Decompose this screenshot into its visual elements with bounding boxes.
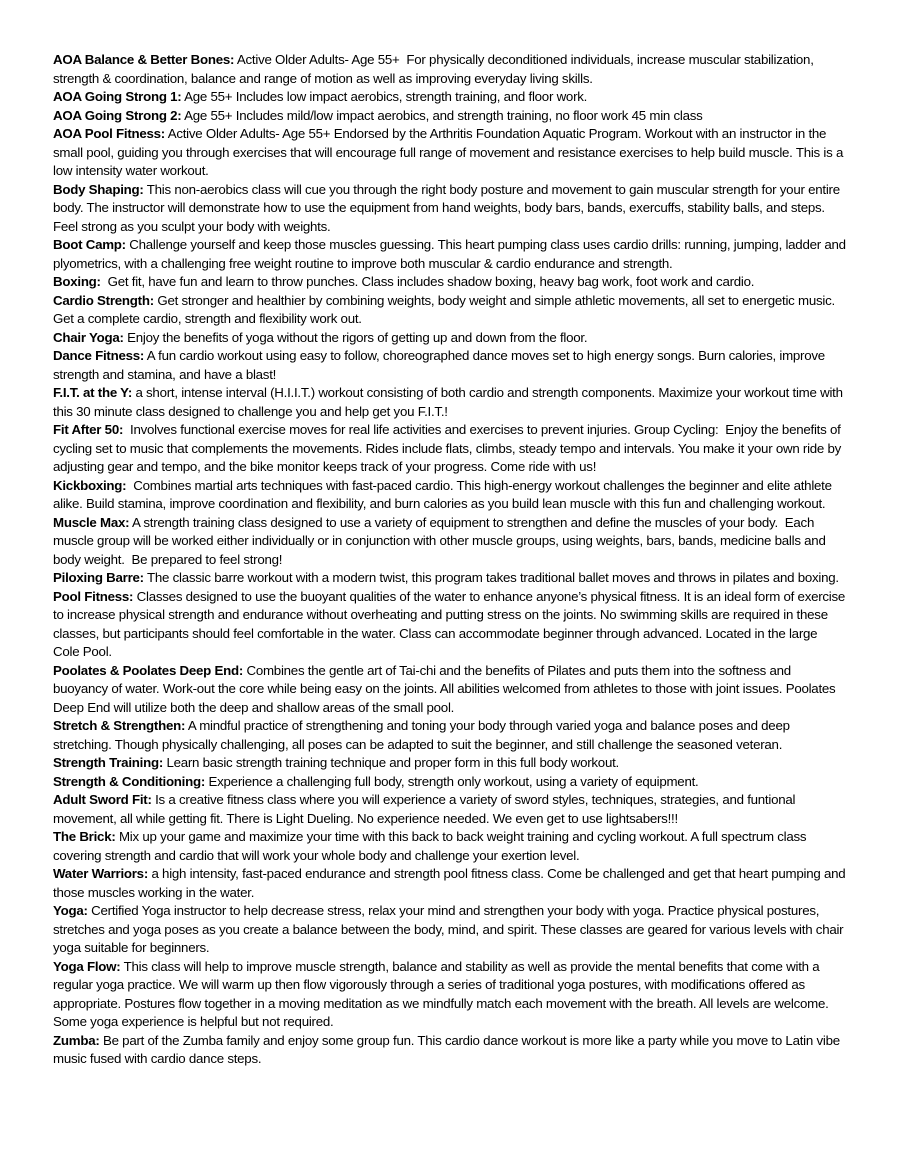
class-description: Get stronger and healthier by combining weights, body weight and simple athletic movements, all set to energetic music. Get a complete cardio, strength and flexibility work out. [53, 292, 839, 326]
class-name: Boot Camp: [53, 237, 126, 252]
class-entry [53, 773, 847, 792]
class-name: Boxing: [53, 274, 101, 289]
class-name: The Brick: [53, 829, 116, 844]
class-description: Certified Yoga instructor to help decrease stress, relax your mind and strengthen your body with yoga. Practice physical postures, stretches and yoga poses as you create a balance between the body, mind, and spirit. These classes are geared for various levels with chair yoga suitable for beginners. [53, 903, 847, 955]
class-description: Involves functional exercise moves for real life activities and exercises to prevent injuries. Group Cycling: Enjoy the benefits of cycling set to music that complements the movements. Rides include flats, climbs, steady tempo and intervals. You make it your own ride by adjusting gear and tempo, and the bike monitor keeps track of your progress. Come ride with us! [53, 422, 845, 474]
class-description: Challenge yourself and keep those muscles guessing. This heart pumping class uses cardio drills: running, jumping, ladder and plyometrics, with a challenging free weight routine to improve both muscular & cardio endurance and strength. [53, 237, 850, 271]
class-entry [53, 754, 847, 773]
class-name: Muscle Max: [53, 514, 130, 530]
class-name: AOA Balance & Better Bones: [53, 52, 235, 67]
class-name: Stretch & Strengthen: [53, 718, 186, 733]
class-entry [53, 384, 847, 421]
class-description: Age 55+ Includes mild/low impact aerobics, and strength training, no floor work 45 min class [181, 107, 703, 123]
class-name: Fit After 50: [53, 422, 124, 437]
class-name: F.I.T. at the Y: [53, 385, 132, 400]
class-entry [53, 569, 847, 588]
class-description: This class will help to improve muscle strength, balance and stability as well as provide the mental benefits that come with a regular yoga practice. We will warm up then flow vigorously through a series of traditional yoga postures, with modifications offered as appropriate. Postures flow together in a moving meditation as we mindfully match each movement with the breath. All levels are welcome. Some yoga experience is helpful but not required. [53, 958, 832, 1029]
class-description: a high intensity, fast-paced endurance and strength pool fitness class. Come be challenged and get that heart pumping and those muscles working in the water. [53, 866, 849, 900]
class-entry [53, 1032, 847, 1069]
class-description: Experience a challenging full body, strength only workout, using a variety of equipment. [205, 773, 699, 789]
class-entry [53, 588, 847, 662]
class-name: Poolates & Poolates Deep End: [53, 662, 244, 678]
class-description: Classes designed to use the buoyant qualities of the water to enhance anyone’s physical fitness. It is an ideal form of exercise to increase physical strength and endurance without overheating and putting stress on the joints. No swimming skills are required in these classes, but participants should feel comfortable in the water. Class can accommodate beginner through advanced. Located in the large Cole Pool. [53, 588, 849, 659]
class-entry [53, 791, 847, 828]
class-entry [53, 236, 850, 273]
class-description: A fun cardio workout using easy to follow, choreographed dance moves set to high energy songs. Burn calories, improve strength and stamina, and have a blast! [53, 348, 829, 382]
class-entry [53, 273, 847, 292]
class-description: Is a creative fitness class where you will experience a variety of sword styles, techniques, strategies, and funtional movement, all while getting fit. There is Light Dueling. No experience needed. We even get to use lightsabers!!! [53, 792, 799, 826]
class-description: Get fit, have fun and learn to throw punches. Class includes shadow boxing, heavy bag work, foot work and cardio. [100, 274, 755, 289]
class-name: Water Warriors: [53, 866, 149, 881]
class-name: Cardio Strength: [53, 292, 154, 308]
class-description: Combines martial arts techniques with fast-paced cardio. This high-energy workout challenges the beginner and elite athlete alike. Build stamina, improve coordination and flexibility, and burn calories as you build lean muscle with this fun and challenging workout. [53, 477, 836, 511]
class-entry [53, 88, 847, 107]
class-name: AOA Going Strong 1: [53, 89, 182, 104]
class-entry [53, 181, 847, 237]
class-name: Pool Fitness: [53, 588, 134, 604]
class-description: A mindful practice of strengthening and toning your body through varied yoga and balance poses and deep stretching. Though physically challenging, all poses can be adapted to suit the beginner, and still challenge the seasoned veteran. [53, 718, 794, 752]
class-name: Piloxing Barre: [53, 570, 144, 585]
class-description: Active Older Adults- Age 55+ For physically deconditioned individuals, increase muscular stabilization, strength & coordination, balance and range of motion as well as improving everyday living skills. [53, 52, 818, 86]
class-description: The classic barre workout with a modern twist, this program takes traditional ballet moves and throws in pilates and boxing. [143, 570, 839, 585]
class-entry [53, 902, 847, 958]
class-name: AOA Going Strong 2: [53, 107, 182, 123]
class-name: AOA Pool Fitness: [53, 126, 165, 141]
class-name: Dance Fitness: [53, 348, 145, 363]
class-entry [53, 51, 847, 88]
class-description: This non-aerobics class will cue you through the right body posture and movement to gain muscular strength for your entire body. The instructor will demonstrate how to use the equipment from hand weights, body bars, bands, exercuffs, stability balls, and steps. Feel strong as you sculpt your body with weights. [53, 181, 844, 234]
class-name: Zumba: [53, 1032, 100, 1048]
class-entry [53, 107, 847, 126]
class-description: Combines the gentle art of Tai-chi and the benefits of Pilates and puts them into the softness and buoyancy of water. Work-out the core while being easy on the joints. All abilities welcomed from athletes to those with joint issues. Poolates Deep End will utilize both the deep and shallow areas of the small pool. [53, 662, 839, 715]
class-entry [53, 958, 847, 1032]
class-description: a short, intense interval (H.I.I.T.) workout consisting of both cardio and strength components. Maximize your workout time with this 30 minute class designed to challenge you and help get you F.I.T.! [53, 385, 847, 419]
class-description: Age 55+ Includes low impact aerobics, strength training, and floor work. [181, 89, 588, 104]
class-list [53, 51, 850, 1069]
class-entry [53, 514, 847, 570]
class-entry [53, 865, 847, 902]
class-entry [53, 292, 847, 329]
class-entry [53, 662, 847, 718]
class-description: Mix up your game and maximize your time with this back to back weight training and cycling workout. A full spectrum class covering strength and cardio that will work your whole body and challenge your exertion level. [53, 829, 810, 863]
class-description: Be part of the Zumba family and enjoy some group fun. This cardio dance workout is more like a party while you move to Latin vibe music fused with cardio dance steps. [53, 1032, 844, 1066]
class-name: Adult Sword Fit: [53, 792, 152, 807]
class-name: Body Shaping: [53, 181, 144, 197]
class-entry [53, 347, 847, 384]
class-name: Yoga: [53, 903, 88, 918]
class-description: Enjoy the benefits of yoga without the rigors of getting up and down from the floor. [123, 329, 588, 345]
class-entry [53, 421, 847, 477]
class-entry [53, 125, 847, 181]
class-name: Strength & Conditioning: [53, 773, 206, 789]
class-entry [53, 828, 847, 865]
class-entry [53, 329, 847, 348]
class-name: Kickboxing: [53, 477, 127, 493]
class-entry [53, 477, 847, 514]
class-name: Strength Training: [53, 755, 163, 770]
class-name: Yoga Flow: [53, 958, 121, 974]
class-description: Learn basic strength training technique and proper form in this full body workout. [163, 755, 619, 770]
class-description: Active Older Adults- Age 55+ Endorsed by the Arthritis Foundation Aquatic Program. Workout with an instructor in the small pool, guiding you through exercises that will encourage full range of movement and resistance exercises to help build muscle. This is a low intensity water workout. [53, 126, 847, 178]
class-entry [53, 717, 847, 754]
class-description: A strength training class designed to use a variety of equipment to strengthen and define the muscles of your body. Each muscle group will be worked either individually or in conjunction with other muscle groups, using weights, bars, bands, medicine balls and body weight. Be prepared to feel strong! [53, 514, 830, 567]
class-name: Chair Yoga: [53, 329, 124, 345]
